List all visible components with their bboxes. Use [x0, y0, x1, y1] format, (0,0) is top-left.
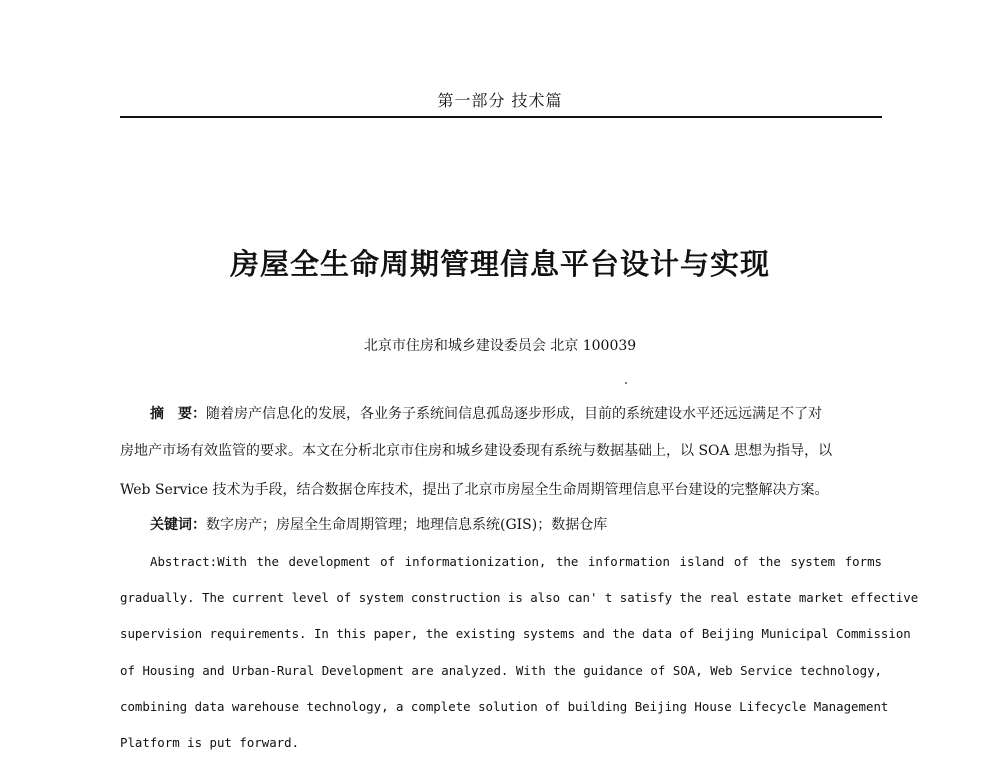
abstract-cn-line-3: Web Service 技术为手段，结合数据仓库技术，提出了北京市房屋全生命周期管理信息平台建设的完整解决方案。 — [120, 482, 829, 498]
section-header: 第一部分 技术篇 — [437, 91, 563, 110]
abstract-cn-line-1 — [120, 404, 882, 424]
paper-title: 房屋全生命周期管理信息平台设计与实现 — [229, 247, 770, 281]
author-affiliation: 北京市住房和城乡建设委员会 北京 100039 — [363, 338, 637, 354]
scan-speck — [625, 382, 627, 384]
abstract-cn-text-1: 随着房产信息化的发展，各业务子系统间信息孤岛逐步形成，目前的系统建设水平还远远满足不了对 — [206, 406, 822, 422]
abstract-en-line-6: Platform is put forward. — [120, 735, 300, 750]
header-rule — [120, 116, 882, 118]
abstract-en-line-2: gradually. The current level of system construction is also can' t satisfy the real estate market effective — [120, 590, 919, 605]
abstract-cn-label: 摘 要： — [150, 406, 206, 422]
abstract-en-line-4: of Housing and Urban-Rural Development are analyzed. With the guidance of SOA, Web Service technology, — [120, 663, 882, 678]
abstract-en-line-1: Abstract:With the development of informationization, the information island of the system forms — [150, 554, 882, 569]
abstract-en-line-5: combining data warehouse technology, a complete solution of building Beijing House Lifecycle Management — [120, 699, 889, 714]
keywords-line — [120, 515, 882, 535]
keywords-text: 数字房产；房屋全生命周期管理；地理信息系统(GIS)；数据仓库 — [206, 517, 608, 533]
abstract-cn-line-2: 房地产市场有效监管的要求。本文在分析北京市住房和城乡建设委现有系统与数据基础上，以 SOA 思想为指导，以 — [120, 443, 833, 459]
keywords-label: 关键词： — [150, 517, 206, 533]
abstract-en-line-3: supervision requirements. In this paper, the existing systems and the data of Beijing Municipal Commission — [120, 626, 911, 641]
